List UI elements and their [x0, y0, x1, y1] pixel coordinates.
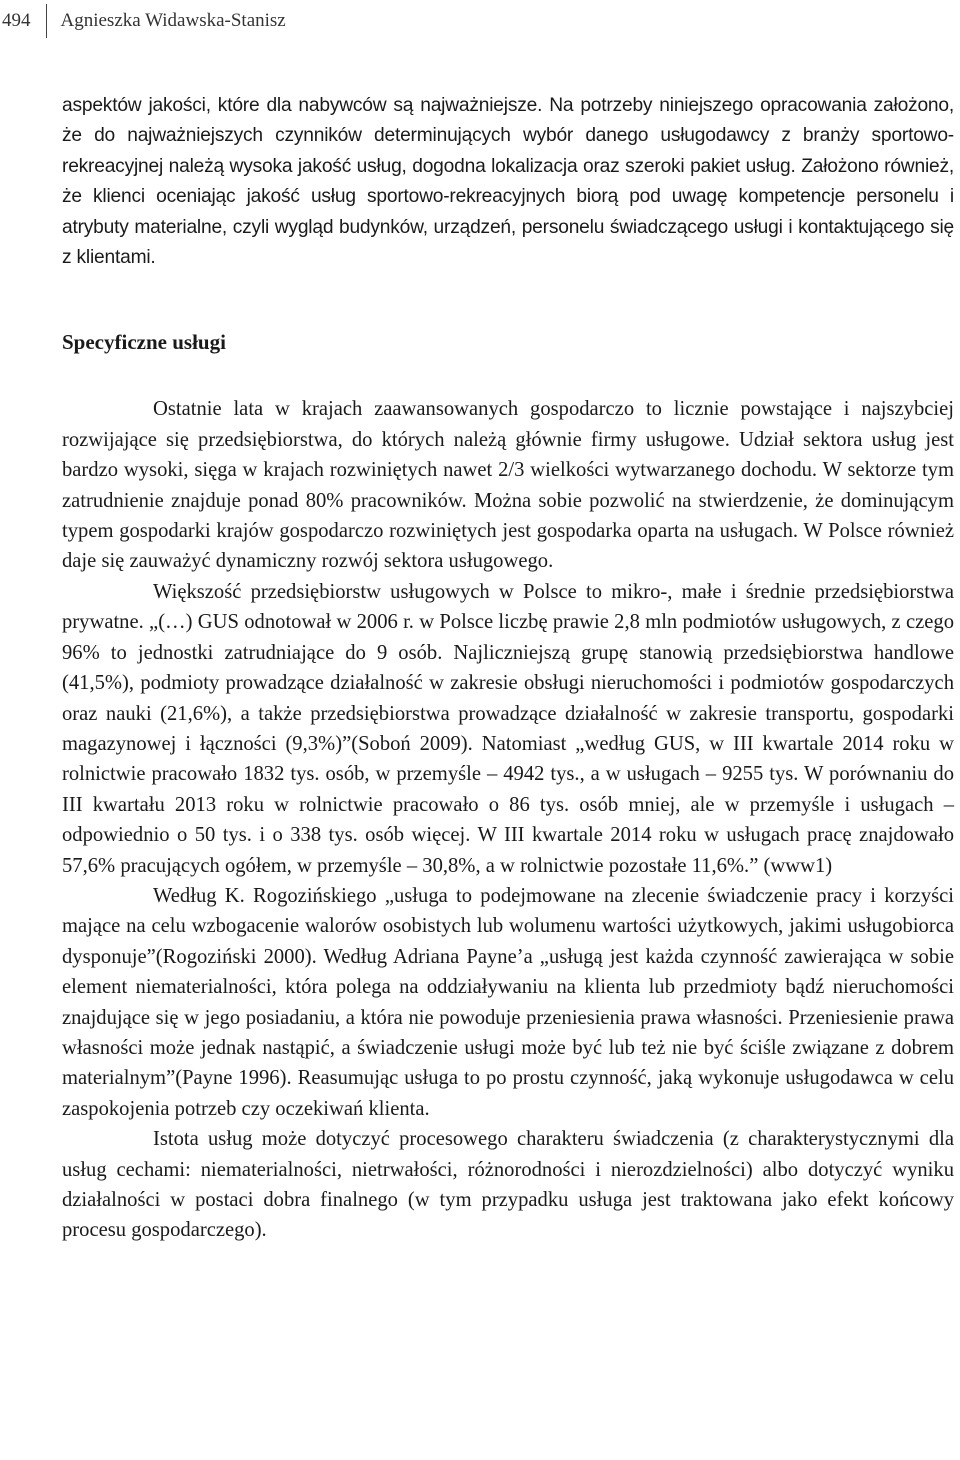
section-heading: Specyficzne usługi	[62, 330, 226, 355]
paragraph-services-sector: Ostatnie lata w krajach zaawansowanych gospodarczo to licznie powstające i najszybciej rozwijające się przedsiębiorstwa, do których należą głównie firmy usługowe. Udział sektora usług jest bardzo wysoki, sięga w krajach rozwiniętych nawet 2/3 wielkości wytwarzanego dochodu. W sektorze tym zatrudnienie znajduje ponad 80% pracowników. Można sobie pozwolić na stwierdzenie, że dominującym typem gospodarki krajów gospodarczo rozwiniętych jest gospodarka oparta na usługach. W Polsce również daje się zauważyć dynamiczny rozwój sektora usługowego.	[62, 398, 954, 573]
paragraph-nature-of-services: Istota usług może dotyczyć procesowego charakteru świadczenia (z charakterystycznymi dla usług cechami: niematerialności, nietrwałości, różnorodności i nierozdzielności) albo dotyczyć wyniku działalności w postaci dobra finalnego (w tym przypadku usługa jest traktowana jako efekt końcowy procesu gospodarczego).	[62, 1128, 954, 1242]
page-body	[62, 91, 954, 1246]
paragraph-polish-enterprises: Większość przedsiębiorstw usługowych w Polsce to mikro-, małe i średnie przedsiębiorstwa prywatne. „(…) GUS odnotował w 2006 r. w Polsce liczbę prawie 2,8 mln podmiotów usługowych, z czego 96% to jednostki zatrudniające do 9 osób. Najliczniejszą grupę stanowią przedsiębiorstwa handlowe (41,5%), podmioty prowadzące działalność w zakresie obsługi nieruchomości i podmiotów gospodarczych oraz nauki (21,6%), a także przedsiębiorstwa prowadzące działalność w zakresie transportu, gospodarki magazynowej i łączności (9,3%)”(Soboń 2009). Natomiast „według GUS, w III kwartale 2014 roku w rolnictwie pracowało 1832 tys. osób, w przemyśle – 4942 tys., a w usługach – 9255 tys. W porównaniu do III kwartału 2013 roku w rolnictwie pracowało o 86 tys. osób mniej, ale w przemyśle i usługach – odpowiednio o 50 tys. i o 338 tys. osób więcej. W III kwartale 2014 roku w usługach pracę znajdowało 57,6% pracujących ogółem, w przemyśle – 30,8%, a w rolnictwie pozostałe 11,6%.” (www1)	[62, 580, 954, 877]
paragraph-service-definitions: Według K. Rogozińskiego „usługa to podejmowane na zlecenie świadczenie pracy i korzyści mające na celu wzbogacenie walorów osobistych lub wolumenu wartości użytkowych, jakimi usługobiorca dysponuje”(Rogoziński 2000). Według Adriana Payne’a „usługą jest każda czynność zawierająca w sobie element niematerialności, która polega na oddziaływaniu na klienta lub przedmioty bądź nieruchomości znajdujące się w jego posiadaniu, a która nie powoduje przeniesienia prawa własności. Przeniesienie prawa własności może jednak nastąpić, a świadczenie usługi może być lub też nie być ściśle związane z dobrem materialnym”(Payne 1996). Reasumując usługa to po prostu czynność, jaką wykonuje usługodawca w celu zaspokojenia potrzeb czy oczekiwań klienta.	[62, 884, 954, 1120]
running-header-author: Agnieszka Widawska-Stanisz	[60, 10, 286, 31]
header-divider	[46, 4, 47, 38]
intro-paragraph: aspektów jakości, które dla nabywców są najważniejsze. Na potrzeby niniejszego opracowania założono, że do najważniejszych czynników determinujących wybór danego usługodawcy z branży sportowo-rekreacyjnej należą wysoka jakość usług, dogodna lokalizacja oraz szeroki pakiet usług. Założono również, że klienci oceniając jakość usług sportowo-rekreacyjnych biorą pod uwagę kompetencje personelu i atrybuty materialne, czyli wygląd budynków, urządzeń, personelu świadczącego usługi i kontaktującego się z klientami.	[62, 95, 954, 269]
page-number: 494	[2, 10, 31, 31]
running-header	[2, 4, 286, 38]
